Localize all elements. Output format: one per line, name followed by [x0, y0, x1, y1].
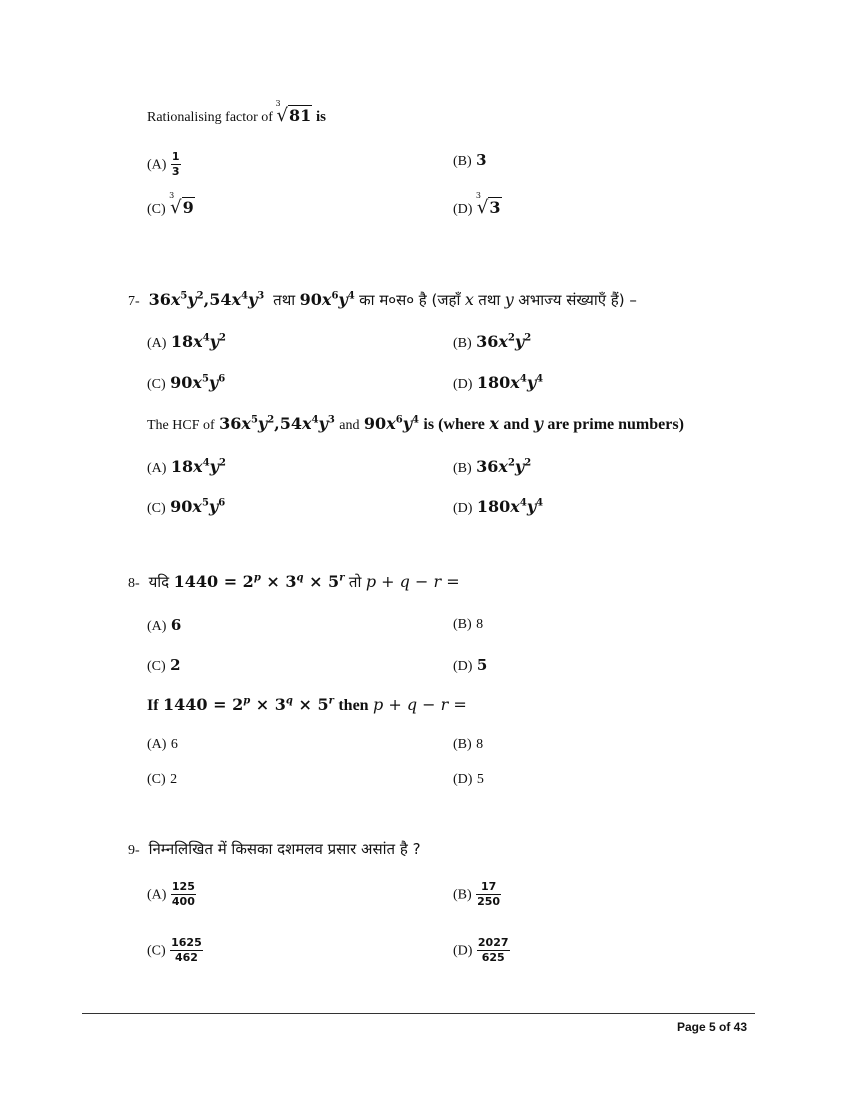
q6-option-d: (D) 3 √3 [453, 191, 501, 218]
q6-question [147, 99, 326, 126]
q9-option-a: (A) $\frac{125}{400}$ [147, 880, 195, 908]
footer-divider [82, 1013, 755, 1014]
q8-en-option-b: (B) 8 [453, 737, 484, 752]
q8-hi-option-b: (B) 8 [453, 617, 484, 632]
page-number: Page 5 of 43 [677, 1020, 748, 1034]
q6-suffix: is [312, 109, 326, 125]
q9-option-b: (B) $\frac{17}{250}$ [453, 880, 501, 908]
q7-number: 7- [128, 294, 140, 309]
q7-expr1: $36x^5y^2,54x^4y^3$ [148, 290, 265, 309]
q6-a-fraction: $\frac{1}{3}$ [171, 150, 180, 178]
q9-option-d: (D) $\frac{2027}{625}$ [453, 936, 509, 964]
q6-c-root: 3 √9 [169, 191, 194, 218]
q7-hi-option-d: (D) $180x^4y^4$ [453, 373, 544, 392]
q7-expr2: $90x^6y^4$ [299, 290, 355, 309]
q6-option-b: (B) 3 [453, 151, 487, 169]
q7-hi-option-a: (A) $18x^4y^2$ [147, 332, 226, 351]
q7-hi-option-b: (B) $36x^2y^2$ [453, 332, 532, 351]
q6-option-c: (C) 3 √9 [147, 191, 194, 218]
q7-hi-option-c: (C) $90x^5y^6$ [147, 373, 226, 392]
q9-question: 9- निम्नलिखित में किसका दशमलव प्रसार असांत है ? [128, 840, 421, 858]
q9-option-c: (C) $\frac{1625}{462}$ [147, 936, 202, 964]
q6-cube-root: 3 √81 [275, 99, 312, 126]
q7-hi-tail: अभाज्य संख्याएँ हैं) – [518, 291, 637, 309]
q8-en-option-d: (D) 5 [453, 772, 484, 787]
q8-en-option-a: (A) 6 [147, 737, 178, 752]
q7-en-option-c: (C) $90x^5y^6$ [147, 497, 226, 516]
q7-hi-mid: का म०स० है (जहाँ [359, 291, 461, 309]
q7-en-option-d: (D) $180x^4y^4$ [453, 497, 544, 516]
q8-question-hindi: 8- यदि $1440 = 2^p \times 3^q \times 5^r$ तो p + q − r = [128, 572, 460, 591]
q7-question-hindi: 7- $36x^5y^2,54x^4y^3$ तथा $90x^6y^4$ का म०स० है (जहाँ x तथा y अभाज्य संख्याएँ हैं) – [128, 290, 637, 309]
q8-hi-option-d: (D) 5 [453, 656, 488, 674]
q8-question-english: If $1440 = 2^p \times 3^q \times 5^r$ then p + q − r = [147, 695, 467, 714]
q6-prefix: Rationalising factor of [147, 110, 277, 125]
q7-en-option-b: (B) $36x^2y^2$ [453, 457, 532, 476]
q7-question-english: The HCF of $36x^5y^2,54x^4y^3$ and $90x^6y^4$ is (where x and y are prime numbers) [147, 414, 684, 433]
q6-d-root: 3 √3 [475, 191, 501, 218]
q8-hi-option-c: (C) 2 [147, 656, 181, 674]
q8-en-option-c: (C) 2 [147, 772, 178, 787]
q6-option-a: (A) $\frac{1}{3}$ [147, 150, 180, 178]
q8-hi-option-a: (A) 6 [147, 616, 182, 634]
q7-en-option-a: (A) $18x^4y^2$ [147, 457, 226, 476]
q7-hi-and: तथा [273, 291, 296, 309]
